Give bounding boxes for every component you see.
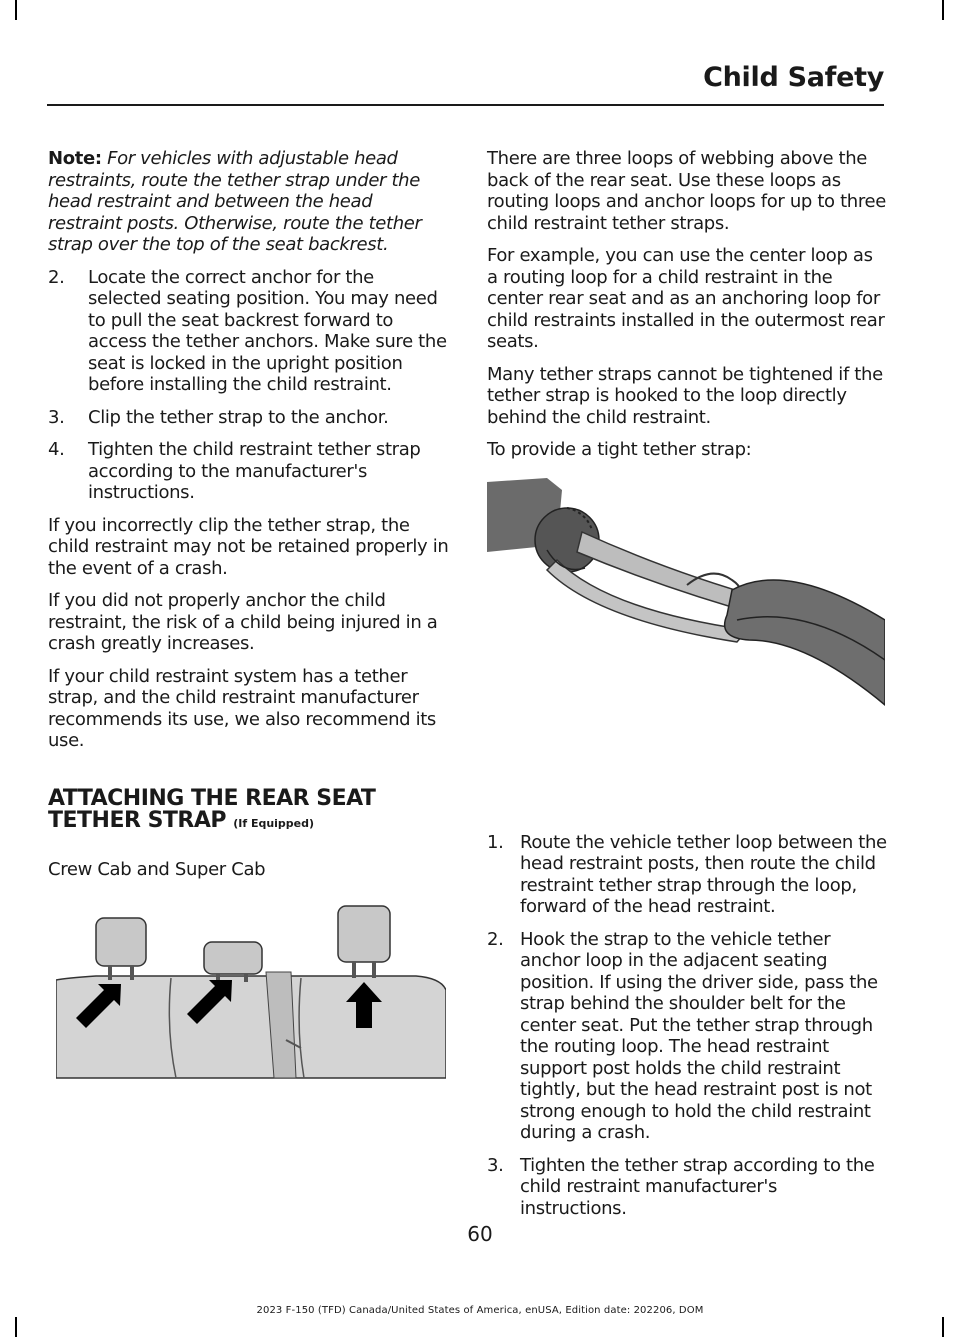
- crop-mark-top-right: [942, 0, 944, 20]
- list-item-text: Route the vehicle tether loop between the head restraint posts, then route the child restraint tether strap through the loop, forward of the head restraint.: [520, 831, 887, 917]
- list-item-text: Tighten the child restraint tether strap according to the manufacturer's instructions.: [88, 439, 421, 503]
- body-paragraph: There are three loops of webbing above the back of the rear seat. Use these loops as routing loops and anchor loops for up to three child restraint tether straps.: [487, 148, 886, 234]
- list-item: [487, 832, 887, 918]
- list-item-number: 3.: [48, 406, 65, 428]
- crop-mark-top-left: [15, 0, 17, 20]
- rear-seat-tether-anchor-illustration: [56, 890, 446, 1090]
- list-item-number: 2.: [48, 266, 65, 288]
- list-item-text: Clip the tether strap to the anchor.: [88, 406, 389, 428]
- body-paragraph: If you did not properly anchor the child restraint, the risk of a child being injured in a crash greatly increases.: [48, 590, 438, 654]
- header-divider: [47, 104, 884, 106]
- section-subtitle: Crew Cab and Super Cab: [48, 858, 266, 880]
- list-item-number: 4.: [48, 439, 65, 460]
- list-item-number: 3.: [487, 1154, 504, 1176]
- crop-mark-bottom-right: [942, 1317, 944, 1337]
- list-item-number: 2.: [487, 928, 504, 950]
- section-heading-text: ATTACHING THE REAR SEAT TETHER STRAP: [48, 785, 376, 833]
- body-paragraph: For example, you can use the center loop as a routing loop for a child restraint in the center rear seat and as an anchoring loop for child restraints installed in the outermost rear seats.: [487, 245, 885, 352]
- section-heading: [48, 785, 450, 835]
- page-number: 60: [467, 1222, 493, 1246]
- list-item: [48, 439, 450, 504]
- note-text: For vehicles with adjustable head restraints, route the tether strap under the head restraint and between the head restraint posts. Otherwise, route the tether strap over the top of the seat backrest.: [48, 148, 422, 255]
- list-item: [487, 1155, 887, 1220]
- list-item: [487, 929, 887, 1144]
- list-item: [48, 267, 450, 396]
- body-paragraph: Many tether straps cannot be tightened if the tether strap is hooked to the loop directly behind the child restraint.: [487, 363, 883, 428]
- tether-strap-loop-illustration: [487, 470, 885, 710]
- list-item-text: Locate the correct anchor for the selected seating position. You may need to pull the seat backrest forward to access the tether anchors. Make sure the seat is locked in the upright position before installing the child restraint.: [88, 266, 447, 395]
- page-header-title: Child Safety: [703, 62, 884, 93]
- note-label: Note:: [48, 148, 102, 169]
- crop-mark-bottom-left: [15, 1317, 17, 1337]
- body-paragraph: To provide a tight tether strap:: [487, 439, 752, 460]
- list-item: [48, 407, 450, 429]
- page-footer: 2023 F-150 (TFD) Canada/United States of America, enUSA, Edition date: 202206, DOM: [256, 1305, 704, 1316]
- section-heading-suffix: (If Equipped): [233, 816, 315, 830]
- list-item-number: 1.: [487, 831, 504, 853]
- left-column: [48, 148, 450, 891]
- note-paragraph: [48, 148, 450, 256]
- body-paragraph: If you incorrectly clip the tether strap, the child restraint may not be retained properly in the event of a crash.: [48, 514, 449, 579]
- body-paragraph: If your child restraint system has a tether strap, and the child restraint manufacturer recommends its use, we also recommend its use.: [48, 665, 436, 751]
- list-item-text: Hook the strap to the vehicle tether anchor loop in the adjacent seating position. If using the driver side, pass the strap behind the shoulder belt for the center seat. Put the tether strap through the routing loop. The head restraint support post holds the child restraint tightly, but the head restraint post is not strong enough to hold the child restraint during a crash.: [520, 928, 878, 1143]
- list-item-text: Tighten the tether strap according to the child restraint manufacturer's instructions.: [520, 1154, 875, 1219]
